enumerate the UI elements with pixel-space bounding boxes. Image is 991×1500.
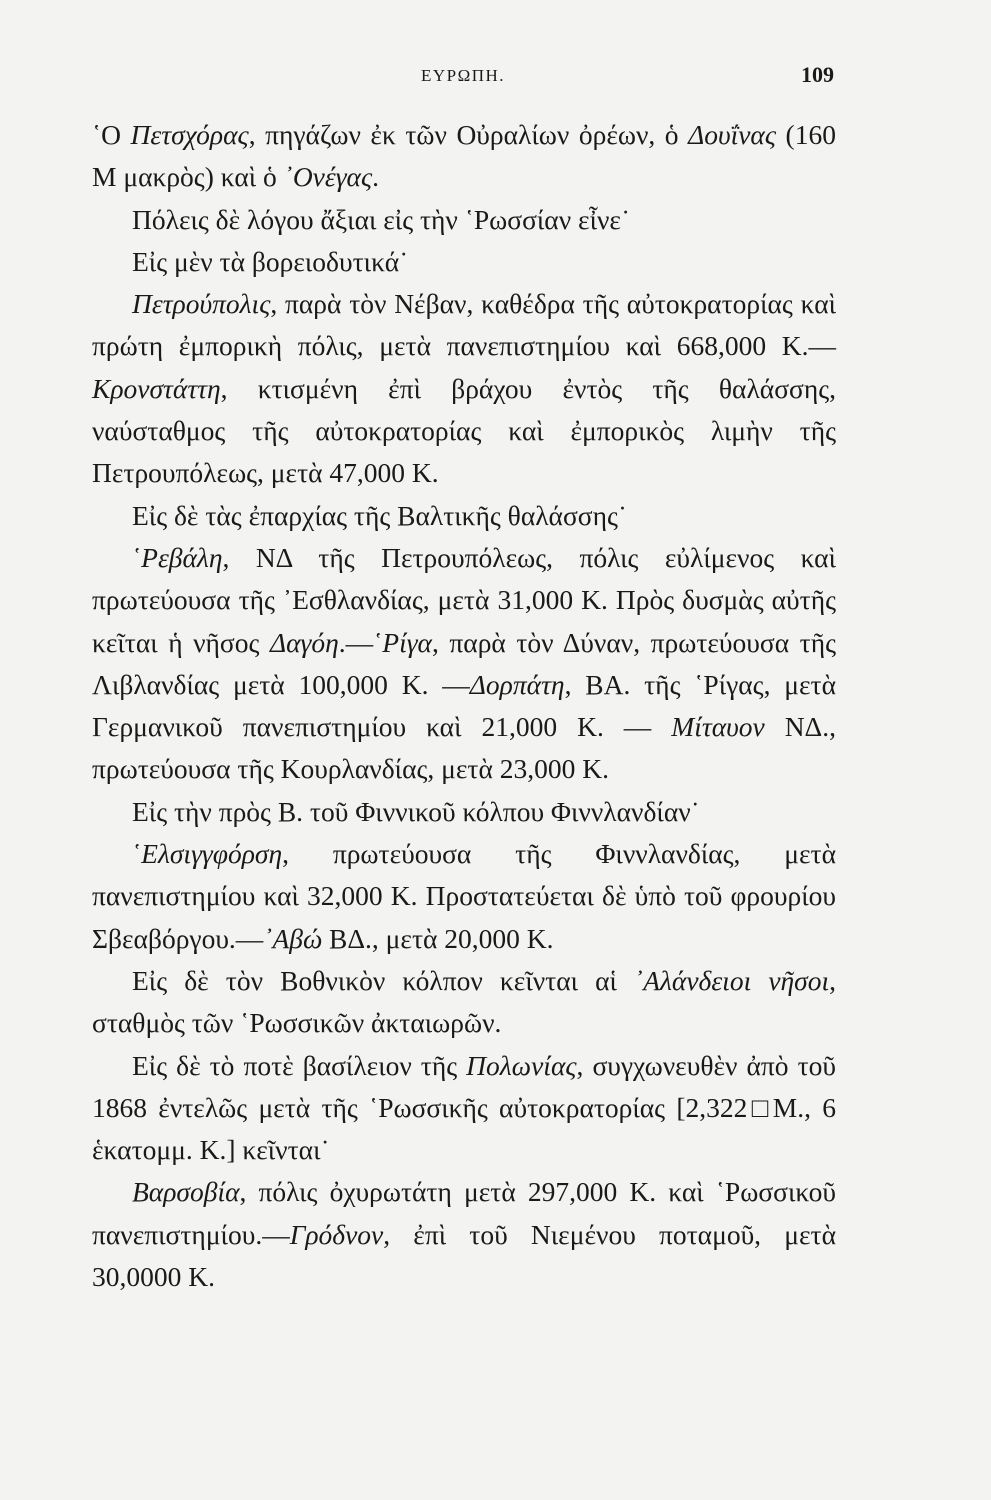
italic-place-name: ᾿Αβώ xyxy=(263,922,323,954)
paragraph xyxy=(92,241,836,283)
text-run: , ΒΑ. τῆς ῾Ρίγας, μετὰ Γερμανικοῦ πανεπιστημίου καὶ 21,000 Κ. — xyxy=(92,668,836,743)
text-run: Εἰς τὴν πρὸς Β. τοῦ Φιννικοῦ κόλπου Φιννλανδίαν˙ xyxy=(132,795,700,827)
running-head: ΕΥΡΩΠΗ. xyxy=(420,66,506,85)
text-run: ΒΔ., μετὰ 20,000 Κ. xyxy=(322,922,554,954)
paragraph xyxy=(92,791,836,833)
text-run: . xyxy=(372,161,380,193)
italic-place-name: ῾Ρίγα xyxy=(373,626,432,658)
italic-place-name: ᾿Ονέγας xyxy=(283,161,373,193)
italic-place-name: Δορπάτη xyxy=(469,668,565,700)
text-run: , ἐπὶ τοῦ Νιεμένου ποταμοῦ, μετὰ 30,0000 Κ. xyxy=(92,1218,836,1293)
italic-place-name: ᾿Αλάνδειοι νῆσοι xyxy=(634,964,830,996)
page-number: 109 xyxy=(801,62,834,87)
italic-place-name: Πολωνίας xyxy=(466,1049,577,1081)
paragraph xyxy=(92,199,836,241)
italic-place-name: Πετσχόρας xyxy=(130,119,249,150)
text-run: , κτισμένη ἐπὶ βράχου ἐντὸς τῆς θαλάσσης, ναύσταθμος τῆς αὐτοκρατορίας καὶ ἐμπορικὸς λιμὴν τῆς Πετρουπόλεως, μετὰ 47,000 Κ. xyxy=(92,372,836,489)
text-run: (160 Μ μακρὸς) καὶ ὁ xyxy=(92,119,836,193)
text-run: , ΝΔ τῆς Πετρουπόλεως, πόλις εὐλίμενος καὶ πρωτεύουσα τῆς ᾿Εσθλανδίας, μετὰ 31,000 Κ. Πρὸς δυσμὰς αὐτῆς κεῖται ἡ νῆσος xyxy=(92,541,836,658)
text-run: , πόλις ὀχυρωτάτη μετὰ 297,000 Κ. καὶ ῾Ρωσσικοῦ πανεπιστημίου.— xyxy=(92,1176,836,1250)
paragraph xyxy=(92,114,836,199)
italic-place-name: Βαρσοβία xyxy=(132,1176,240,1208)
paragraph xyxy=(92,283,836,494)
italic-place-name: ῾Ρεβάλη xyxy=(132,541,223,573)
page-header xyxy=(92,62,834,92)
paragraph xyxy=(92,960,836,1045)
paragraph xyxy=(92,1171,836,1298)
text-run: .— xyxy=(338,626,374,658)
body-text xyxy=(92,114,836,1298)
text-run: Εἰς δὲ τὸν Βοθνικὸν κόλπον κεῖνται αἱ xyxy=(132,964,635,996)
paragraph xyxy=(92,1045,836,1172)
italic-place-name: Μίταυον xyxy=(671,711,765,743)
text-run: , συγχωνευθὲν ἀπὸ τοῦ 1868 ἐντελῶς μετὰ τῆς ῾Ρωσσικῆς αὐτοκρατορίας [2,322□Μ., 6 ἑκατομμ. Κ.] κεῖνται˙ xyxy=(92,1049,836,1166)
text-run: Εἰς μὲν τὰ βορειοδυτικά˙ xyxy=(132,245,409,277)
paragraph xyxy=(92,833,836,960)
italic-place-name: Γρόδνον xyxy=(289,1218,384,1250)
italic-place-name: ῾Ελσιγγφόρση xyxy=(132,838,283,870)
text-run: ΝΔ., πρωτεύουσα τῆς Κουρλανδίας, μετὰ 23,000 Κ. xyxy=(92,711,836,785)
italic-place-name: Κρονστάττη xyxy=(92,372,221,404)
italic-place-name: Δαγόη xyxy=(269,626,339,658)
text-run: ῾Ο xyxy=(92,119,131,150)
text-run: , πρωτεύουσα τῆς Φιννλανδίας, μετὰ πανεπιστημίου καὶ 32,000 Κ. Προστατεύεται δὲ ὑπὸ τοῦ φρουρίου Σβεαβόργου.— xyxy=(92,838,836,954)
paragraph xyxy=(92,537,836,791)
paragraph xyxy=(92,495,836,537)
text-run: , παρὰ τὸν Δύναν, πρωτεύουσα τῆς Λιβλανδίας μετὰ 100,000 Κ. — xyxy=(92,626,836,700)
text-run: Εἰς δὲ τὰς ἐπαρχίας τῆς Βαλτικῆς θαλάσσης˙ xyxy=(132,499,628,531)
text-run: Εἰς δὲ τὸ ποτὲ βασίλειον τῆς xyxy=(132,1049,467,1081)
text-run: , πηγάζων ἐκ τῶν Οὐραλίων ὀρέων, ὁ xyxy=(248,119,689,150)
text-run: , παρὰ τὸν Νέβαν, καθέδρα τῆς αὐτοκρατορίας καὶ πρώτη ἐμπορικὴ πόλις, μετὰ πανεπιστημίου καὶ 668,000 Κ.— xyxy=(92,288,836,362)
italic-place-name: Δουΐνας xyxy=(688,119,777,150)
text-run: , σταθμὸς τῶν ῾Ρωσσικῶν ἀκταιωρῶν. xyxy=(92,964,836,1039)
italic-place-name: Πετρούπολις xyxy=(132,288,271,320)
text-run: Πόλεις δὲ λόγου ἄξιαι εἰς τὴν ῾Ρωσσίαν εἶνε˙ xyxy=(132,203,631,235)
